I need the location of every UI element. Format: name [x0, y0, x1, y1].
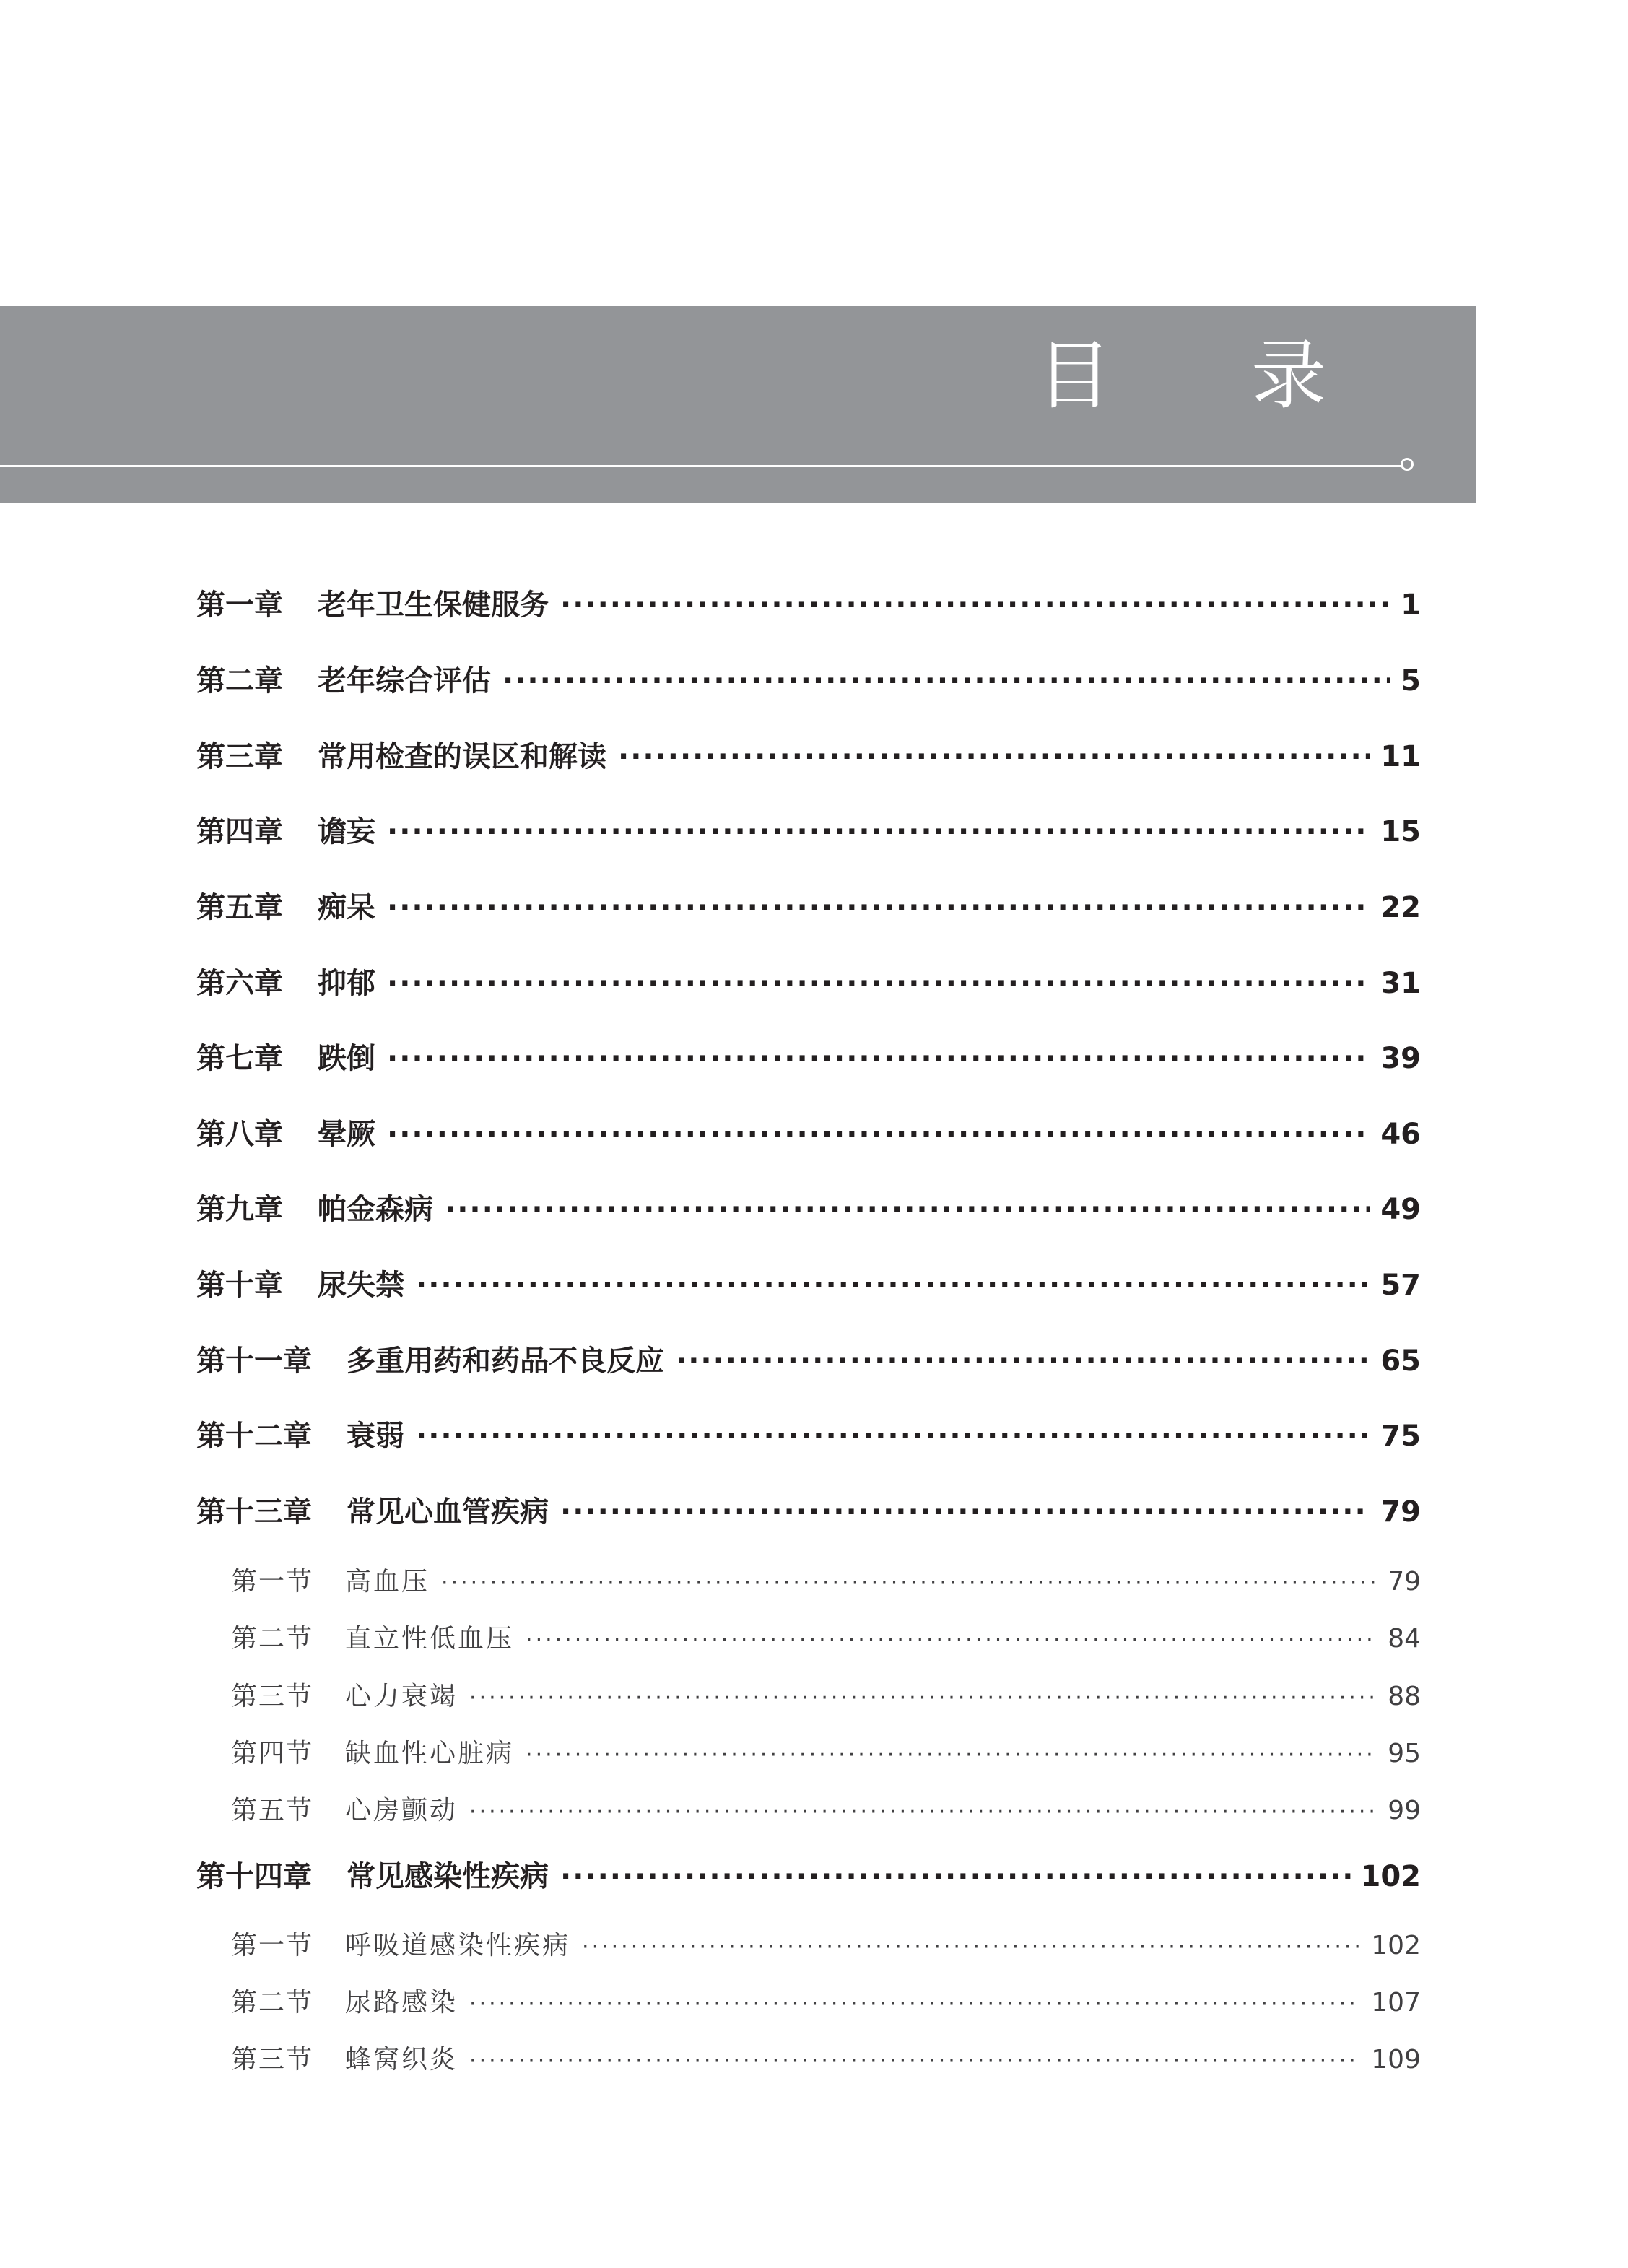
toc-entry-title: 尿路感染 [345, 1988, 458, 2017]
toc-dot-leader [502, 664, 1390, 698]
toc-section-row[interactable] [196, 1676, 1421, 1716]
toc-dot-leader [560, 588, 1390, 622]
toc-dot-leader [387, 967, 1370, 1000]
toc-dot-leader [469, 2048, 1361, 2074]
toc-entry-title: 老年卫生保健服务 [318, 588, 549, 622]
toc-entry-page-number: 107 [1371, 1988, 1421, 2017]
toc-entry-page-number: 22 [1380, 891, 1421, 924]
toc-dot-leader [416, 1420, 1370, 1453]
toc-section-row[interactable] [196, 1561, 1421, 1602]
toc-entry-page-number: 79 [1388, 1567, 1421, 1596]
toc-entry-number: 第一章 [196, 588, 283, 622]
toc-entry-title: 呼吸道感染性疾病 [345, 1931, 571, 1960]
toc-entry-title: 多重用药和药品不良反应 [347, 1344, 664, 1378]
header-band [0, 306, 1476, 503]
toc-entry-title: 蜂窝织炎 [345, 2045, 458, 2074]
toc-entry-page-number: 75 [1380, 1420, 1421, 1453]
toc-entry-number: 第九章 [196, 1193, 283, 1226]
toc-entry-number: 第三节 [231, 2045, 314, 2074]
toc-entry-title: 老年综合评估 [318, 664, 491, 698]
toc-chapter-row[interactable] [196, 809, 1421, 855]
toc-entry-page-number: 84 [1388, 1624, 1421, 1654]
toc-entry-number: 第二节 [231, 1988, 314, 2017]
toc-entry-number: 第五章 [196, 891, 283, 924]
header-rule [0, 465, 1401, 467]
toc-entry-page-number: 49 [1380, 1193, 1421, 1226]
toc-dot-leader [469, 1991, 1361, 2017]
toc-entry-number: 第二节 [231, 1624, 314, 1654]
toc-dot-leader [526, 1742, 1377, 1768]
toc-entry-title: 晕厥 [318, 1118, 375, 1151]
toc-chapter-row[interactable] [196, 960, 1421, 1007]
toc-section-row[interactable] [196, 1790, 1421, 1830]
toc-chapter-row[interactable] [196, 1262, 1421, 1308]
toc-entry-page-number: 65 [1380, 1344, 1421, 1378]
toc-dot-leader [560, 1860, 1351, 1893]
toc-chapter-row[interactable] [196, 1489, 1421, 1535]
toc-entry-number: 第十一章 [196, 1344, 312, 1378]
toc-entry-title: 谵妄 [318, 815, 375, 848]
toc-section-row[interactable] [196, 1618, 1421, 1659]
toc-entry-page-number: 109 [1371, 2045, 1421, 2074]
toc-dot-leader [526, 1628, 1377, 1653]
toc-entry-page-number: 102 [1360, 1860, 1421, 1893]
toc-entry-page-number: 95 [1388, 1739, 1421, 1768]
toc-dot-leader [618, 740, 1370, 773]
toc-entry-page-number: 1 [1401, 588, 1421, 622]
toc-entry-number: 第四章 [196, 815, 283, 848]
toc-entry-page-number: 5 [1401, 664, 1421, 698]
toc-entry-title: 直立性低血压 [345, 1624, 515, 1654]
toc-entry-number: 第三章 [196, 740, 283, 773]
toc-dot-leader [416, 1269, 1370, 1302]
toc-dot-leader [676, 1344, 1370, 1378]
toc-entry-number: 第八章 [196, 1118, 283, 1151]
toc-entry-page-number: 99 [1388, 1796, 1421, 1825]
toc-dot-leader [560, 1495, 1370, 1529]
toc-dot-leader [387, 1042, 1370, 1075]
toc-entry-page-number: 15 [1380, 815, 1421, 848]
toc-entry-page-number: 102 [1371, 1931, 1421, 1960]
toc-entry-title: 衰弱 [347, 1420, 404, 1453]
toc-entry-page-number: 39 [1380, 1042, 1421, 1075]
toc-entry-number: 第五节 [231, 1796, 314, 1825]
toc-chapter-row[interactable] [196, 1413, 1421, 1459]
toc-dot-leader [387, 1118, 1370, 1151]
toc-entry-title: 痴呆 [318, 891, 375, 924]
toc-dot-leader [387, 815, 1370, 848]
toc-entry-title: 心房颤动 [345, 1796, 458, 1825]
toc-section-row[interactable] [196, 1733, 1421, 1773]
page-title: 目 录 [1036, 331, 1384, 420]
toc-entry-page-number: 88 [1388, 1682, 1421, 1711]
toc-entry-page-number: 31 [1380, 967, 1421, 1000]
toc-entry-page-number: 57 [1380, 1269, 1421, 1302]
toc-entry-number: 第二章 [196, 664, 283, 698]
toc-chapter-row[interactable] [196, 1111, 1421, 1157]
toc-chapter-row[interactable] [196, 1035, 1421, 1082]
toc-section-row[interactable] [196, 1982, 1421, 2022]
toc-dot-leader [582, 1934, 1361, 1960]
toc-entry-number: 第十四章 [196, 1860, 312, 1893]
toc-chapter-row[interactable] [196, 885, 1421, 931]
toc-entry-number: 第七章 [196, 1042, 283, 1075]
toc-chapter-row[interactable] [196, 658, 1421, 704]
header-rule-end-circle [1401, 458, 1414, 471]
toc-chapter-row[interactable] [196, 1854, 1421, 1900]
toc-entry-number: 第一节 [231, 1567, 314, 1596]
toc-section-row[interactable] [196, 2039, 1421, 2080]
toc-dot-leader [469, 1685, 1377, 1711]
toc-entry-number: 第十三章 [196, 1495, 312, 1529]
toc-dot-leader [445, 1193, 1370, 1226]
toc-chapter-row[interactable] [196, 1338, 1421, 1384]
toc-section-row[interactable] [196, 1925, 1421, 1965]
toc-entry-title: 常用检查的误区和解读 [318, 740, 606, 773]
toc-entry-number: 第一节 [231, 1931, 314, 1960]
toc-chapter-row[interactable] [196, 734, 1421, 780]
toc-chapter-row[interactable] [196, 582, 1421, 628]
toc-dot-leader [387, 891, 1370, 924]
toc-dot-leader [441, 1570, 1377, 1596]
toc-entry-title: 常见感染性疾病 [347, 1860, 549, 1893]
toc-entry-title: 跌倒 [318, 1042, 375, 1075]
toc-entry-title: 常见心血管疾病 [347, 1495, 549, 1529]
toc-chapter-row[interactable] [196, 1186, 1421, 1233]
toc-entry-title: 尿失禁 [318, 1269, 404, 1302]
toc-entry-title: 缺血性心脏病 [345, 1739, 515, 1768]
toc-entry-number: 第十二章 [196, 1420, 312, 1453]
toc-entry-number: 第六章 [196, 967, 283, 1000]
toc-entry-number: 第四节 [231, 1739, 314, 1768]
toc-entry-page-number: 11 [1380, 740, 1421, 773]
toc-dot-leader [469, 1799, 1377, 1825]
toc-entry-page-number: 79 [1380, 1495, 1421, 1529]
toc-entry-title: 心力衰竭 [345, 1682, 458, 1711]
toc-entry-page-number: 46 [1380, 1118, 1421, 1151]
toc-entry-number: 第三节 [231, 1682, 314, 1711]
toc-entry-title: 抑郁 [318, 967, 375, 1000]
toc-entry-title: 帕金森病 [318, 1193, 433, 1226]
toc-entry-number: 第十章 [196, 1269, 283, 1302]
toc-entry-title: 高血压 [345, 1567, 430, 1596]
